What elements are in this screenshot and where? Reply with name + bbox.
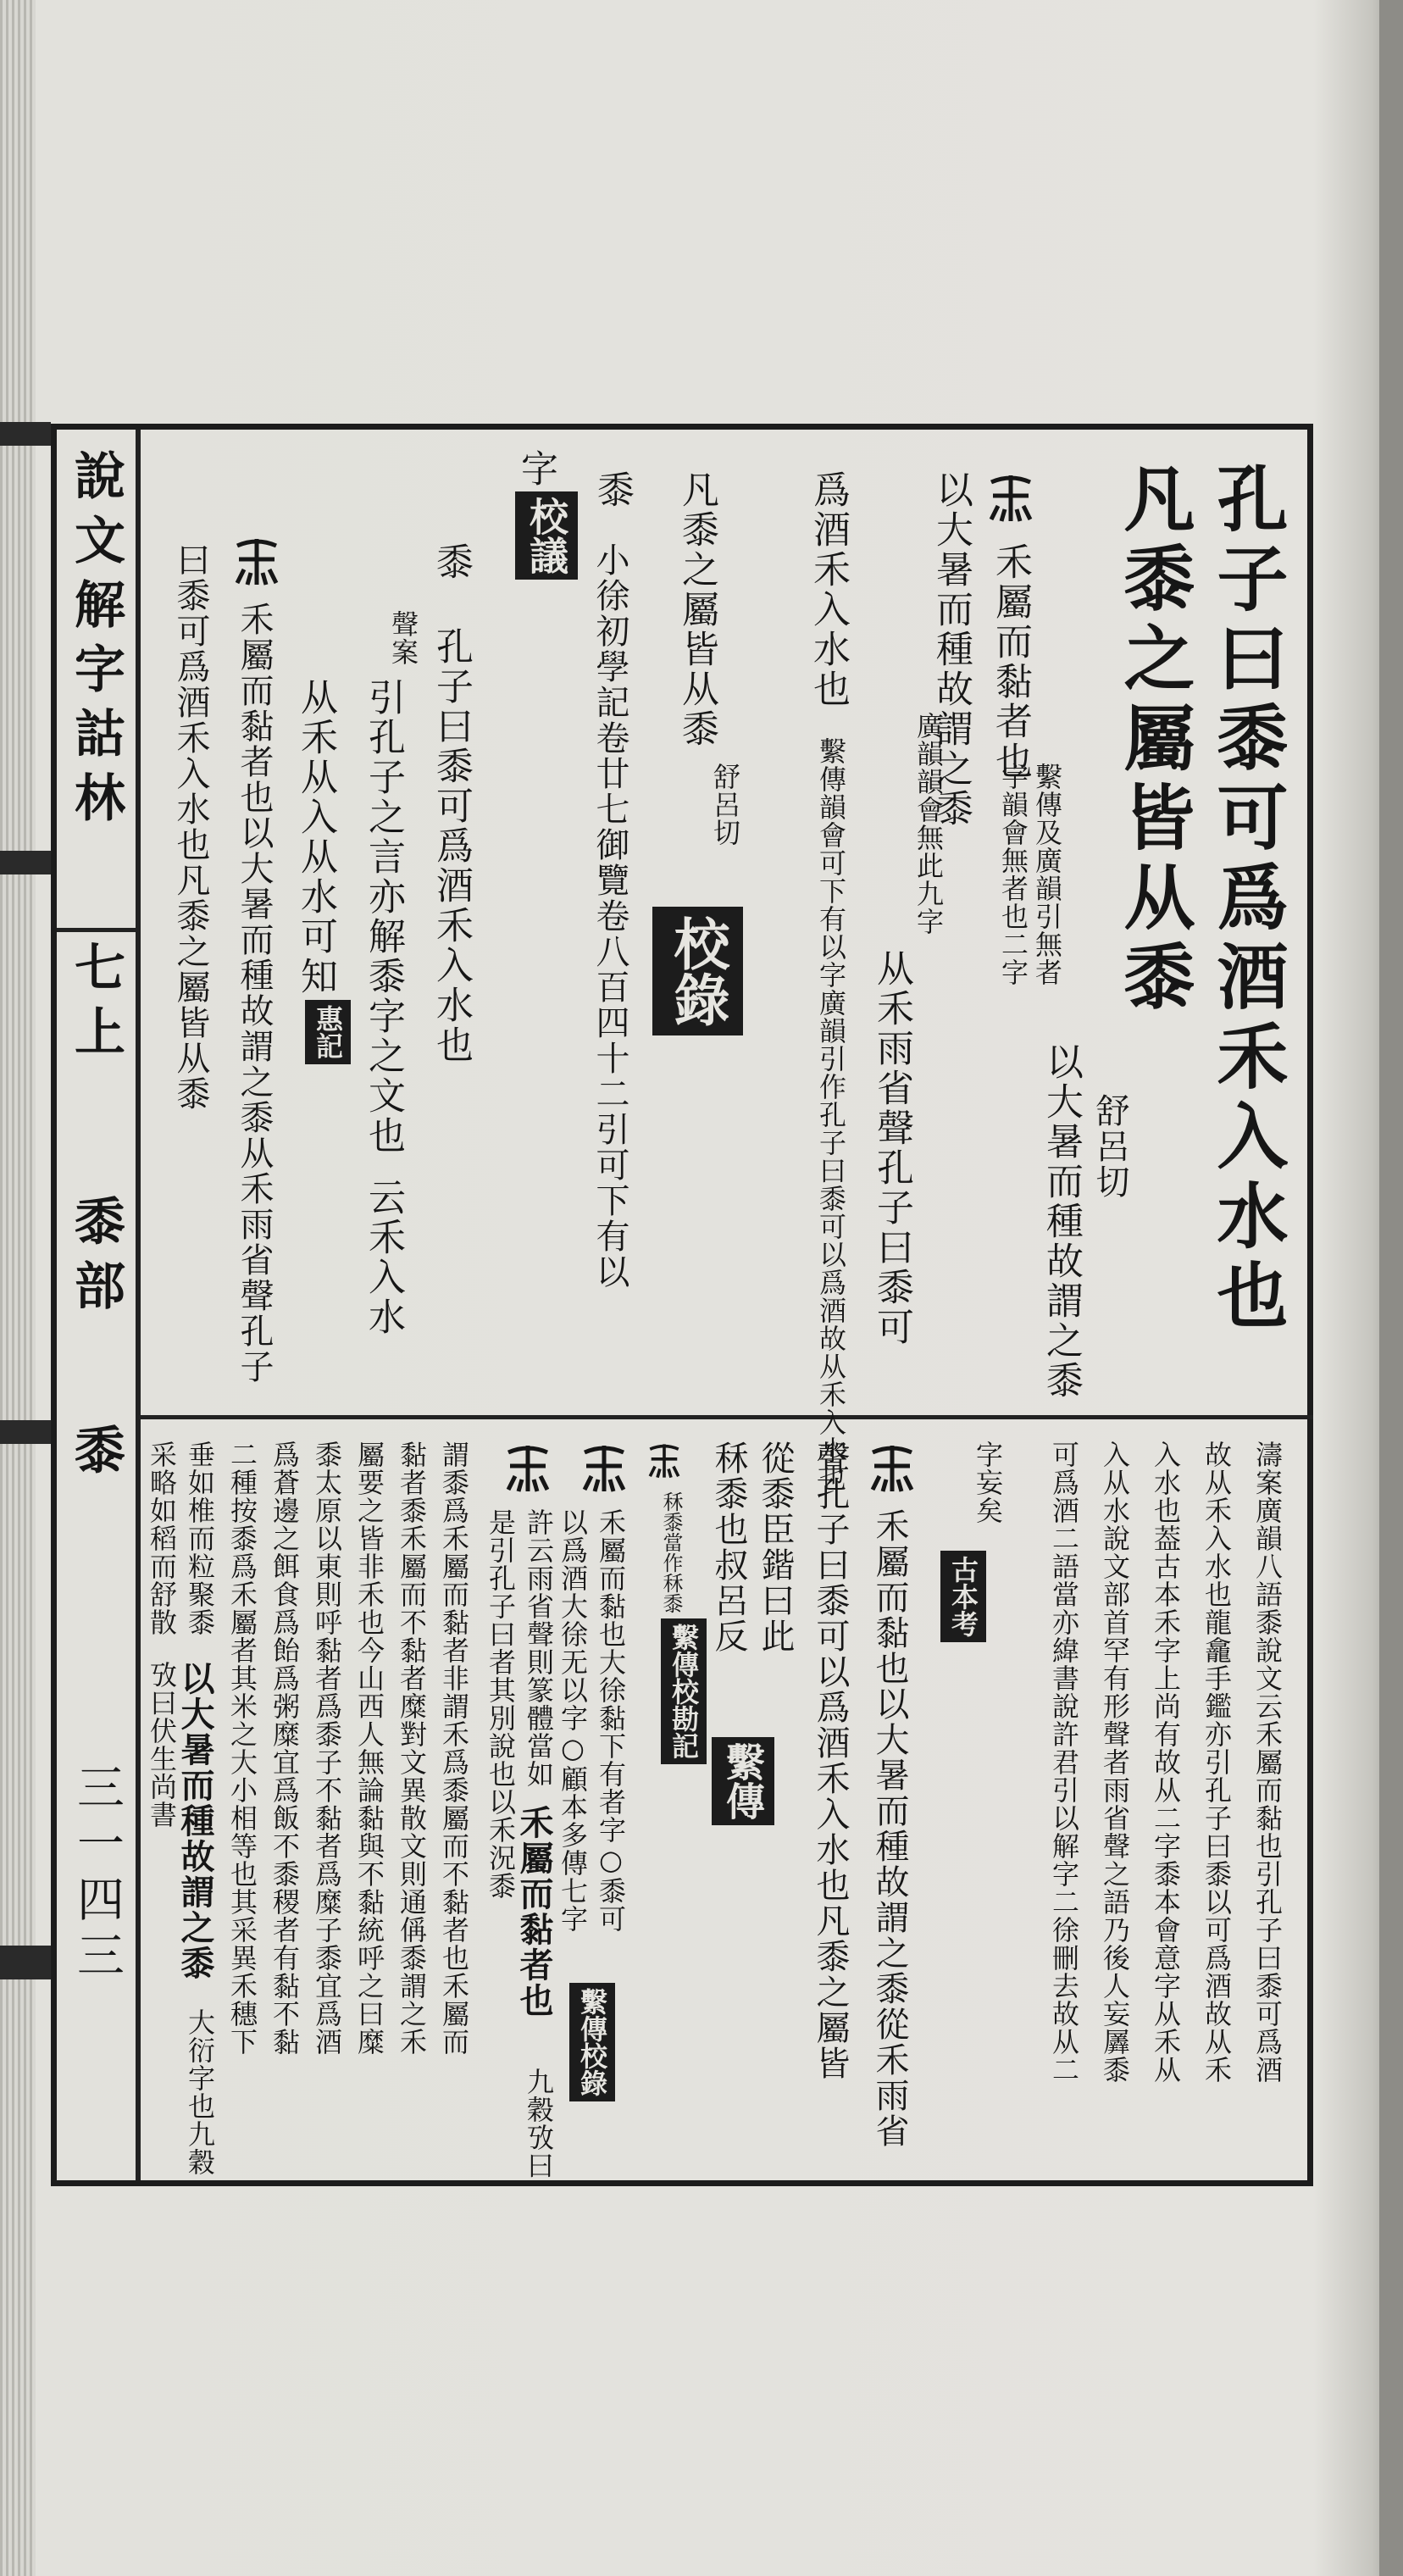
entry-char: 黍 bbox=[66, 1424, 125, 1488]
text-column: 大衍字也九穀 bbox=[184, 2008, 216, 2176]
badge-label: 惠記 bbox=[305, 1000, 351, 1064]
badge-label: 校錄 bbox=[652, 907, 743, 1035]
badge-kaoji bbox=[305, 1000, 351, 1064]
annotation: 秝黍當作秝黍 bbox=[659, 1491, 683, 1613]
annotation: 繫傳韻會可下有以字廣韻引作孔子曰黍可以爲酒故从禾入水也 bbox=[815, 737, 847, 1492]
text-column: 禾屬而黏也大徐黏下有者字○黍可 bbox=[595, 1508, 627, 1933]
text-column: 曰黍可爲酒禾入水也凡黍之屬皆从黍 bbox=[171, 542, 210, 1112]
headline-note: 舒呂切 bbox=[1090, 1093, 1129, 1200]
text-column: 从禾从入从水可知 bbox=[294, 678, 337, 997]
text-column: 以大暑而種故謂之黍 bbox=[929, 470, 973, 829]
text-column: 以爲酒大徐无以字○顧本多傳七字 bbox=[557, 1508, 589, 1933]
badge-jiaolu bbox=[652, 907, 743, 1035]
binding-tie bbox=[0, 1420, 51, 1444]
text-column: 爲蒼邊之餌食爲飴爲粥糜宜爲飯不黍稷者有黏不黏 bbox=[269, 1441, 301, 2056]
text-column: 凡黍之屬皆从黍 bbox=[675, 470, 718, 749]
annotation: 聲案 bbox=[387, 610, 419, 666]
seal-script-glyph-icon bbox=[864, 1441, 920, 1496]
text-column: 二種按黍爲禾屬者其米之大小相等也其采異禾穗下 bbox=[226, 1441, 258, 2056]
badge-label: 繫傳校錄 bbox=[569, 1983, 615, 2101]
binding-tie bbox=[0, 851, 51, 874]
text-column: 入水也葢古本禾字上尚有故从二字黍本會意字从禾从 bbox=[1150, 1441, 1182, 2084]
text-column: 黏者黍禾屬而不黏者糜對文異散文則通偁黍謂之禾 bbox=[396, 1441, 428, 2056]
section-divider bbox=[141, 1415, 1313, 1419]
text-column: 許云雨省聲則篆體當如 bbox=[523, 1508, 555, 1788]
seal-script-glyph-icon bbox=[644, 1441, 685, 1481]
text-column: 聲孔子曰黍可以爲酒禾入水也凡黍之屬皆 bbox=[811, 1441, 850, 2081]
text-column: 引孔子之言亦解黍字之文也 bbox=[362, 678, 405, 1156]
page-number: 三一四三 bbox=[69, 1763, 125, 1986]
text-column: 孔子曰黍可爲酒禾入水也 bbox=[430, 627, 473, 1065]
badge-label: 校議 bbox=[515, 491, 578, 580]
text-column: 是引孔子曰者其別說也以禾況黍 bbox=[485, 1508, 517, 1900]
text-column: 秝黍也叔呂反 bbox=[709, 1441, 748, 1654]
text-column: 黍 bbox=[430, 542, 473, 582]
binding-tie bbox=[0, 422, 51, 446]
headline-column-2: 凡黍之屬皆从黍 bbox=[1112, 462, 1196, 1019]
binding-tie bbox=[0, 1946, 51, 1979]
text-column: 禾屬而黏者也以大暑而種故謂之黍从禾雨省聲孔子 bbox=[235, 602, 274, 1385]
text-column: 字妄矣 bbox=[972, 1441, 1004, 1524]
volume-label: 七上 bbox=[66, 941, 125, 1069]
text-column: 字 bbox=[514, 449, 557, 489]
text-column: 采略如稻而舒散 bbox=[146, 1441, 178, 1636]
text-column: 云禾入水 bbox=[362, 1178, 405, 1337]
seal-script-glyph-icon bbox=[983, 470, 1039, 526]
annotation: 繫傳及廣韻引無者 bbox=[1031, 763, 1063, 986]
text-column: 禾屬而黏者也 bbox=[514, 1805, 554, 2018]
annotation: 廣韻韻會無此九字 bbox=[912, 712, 945, 935]
text-column: 垂如椎而粒聚黍 bbox=[184, 1441, 216, 1636]
annotation: 舒呂切 bbox=[709, 763, 741, 847]
text-column: 从禾雨省聲孔子曰黍可 bbox=[870, 949, 913, 1347]
badge-label: 繫傳 bbox=[712, 1737, 774, 1825]
annotation: 字韻會無者也二字 bbox=[997, 763, 1029, 986]
text-column: 謂黍爲禾屬而黏者非謂禾爲黍屬而不黏者也禾屬而 bbox=[438, 1441, 470, 2056]
book-title: 說文解字詁林 bbox=[66, 449, 125, 836]
text-column: 以大暑而種故謂之黍 bbox=[175, 1661, 215, 1981]
text-column: 攷曰伏生尚書 bbox=[146, 1661, 178, 1829]
text-column: 從黍臣鍇曰此 bbox=[756, 1441, 795, 1654]
text-column: 禾屬而黏者也 bbox=[989, 542, 1032, 781]
text-column: 可爲酒二語當亦緯書說許君引以解字二徐刪去故从二 bbox=[1048, 1441, 1080, 2084]
badge-guben bbox=[940, 1551, 986, 1642]
text-column: 爲酒禾入水也 bbox=[807, 470, 850, 709]
text-column: 入从水說文部首罕有形聲者雨省聲之語乃後人妄羼黍 bbox=[1099, 1441, 1131, 2084]
badge-label: 古本考 bbox=[940, 1551, 986, 1642]
text-column: 屬要之皆非禾也今山西人無論黏與不黏統呼之曰糜 bbox=[353, 1441, 385, 2056]
book-spine bbox=[0, 0, 36, 2576]
text-column: 九穀攷曰 bbox=[523, 2068, 555, 2179]
headline-column-1: 孔子曰黍可爲酒禾入水也 bbox=[1206, 462, 1289, 1338]
text-column: 濤案廣韻八語黍說文云禾屬而黏也引孔子曰黍可爲酒 bbox=[1251, 1441, 1284, 2084]
text-column: 禾屬而黏也以大暑而種故謂之黍從禾雨省 bbox=[870, 1508, 909, 2149]
badge-label: 繫傳校勘記 bbox=[661, 1618, 707, 1764]
seal-script-glyph-icon bbox=[500, 1441, 556, 1496]
badge-xichuan bbox=[712, 1737, 774, 1825]
section-label: 黍部 bbox=[66, 1195, 125, 1324]
badge-xiaokan bbox=[661, 1618, 707, 1764]
text-column: 黍 bbox=[591, 470, 634, 510]
text-column: 故从禾入水也龍龕手鑑亦引孔子曰黍以可爲酒故从禾 bbox=[1201, 1441, 1233, 2084]
badge-xiaolu bbox=[569, 1983, 615, 2101]
text-column: 以大暑而種故謂之黍 bbox=[1040, 1042, 1083, 1401]
seal-script-glyph-icon bbox=[576, 1441, 632, 1496]
seal-script-glyph-icon bbox=[229, 534, 285, 590]
page-edge bbox=[1379, 0, 1403, 2576]
badge-jiaoyi bbox=[515, 491, 578, 580]
text-column: 小徐初學記卷廿七御覽卷八百四十二引可下有以 bbox=[591, 542, 629, 1290]
text-column: 黍太原以東則呼黏者爲黍子不黏者爲糜子黍宜爲酒 bbox=[311, 1441, 343, 2056]
